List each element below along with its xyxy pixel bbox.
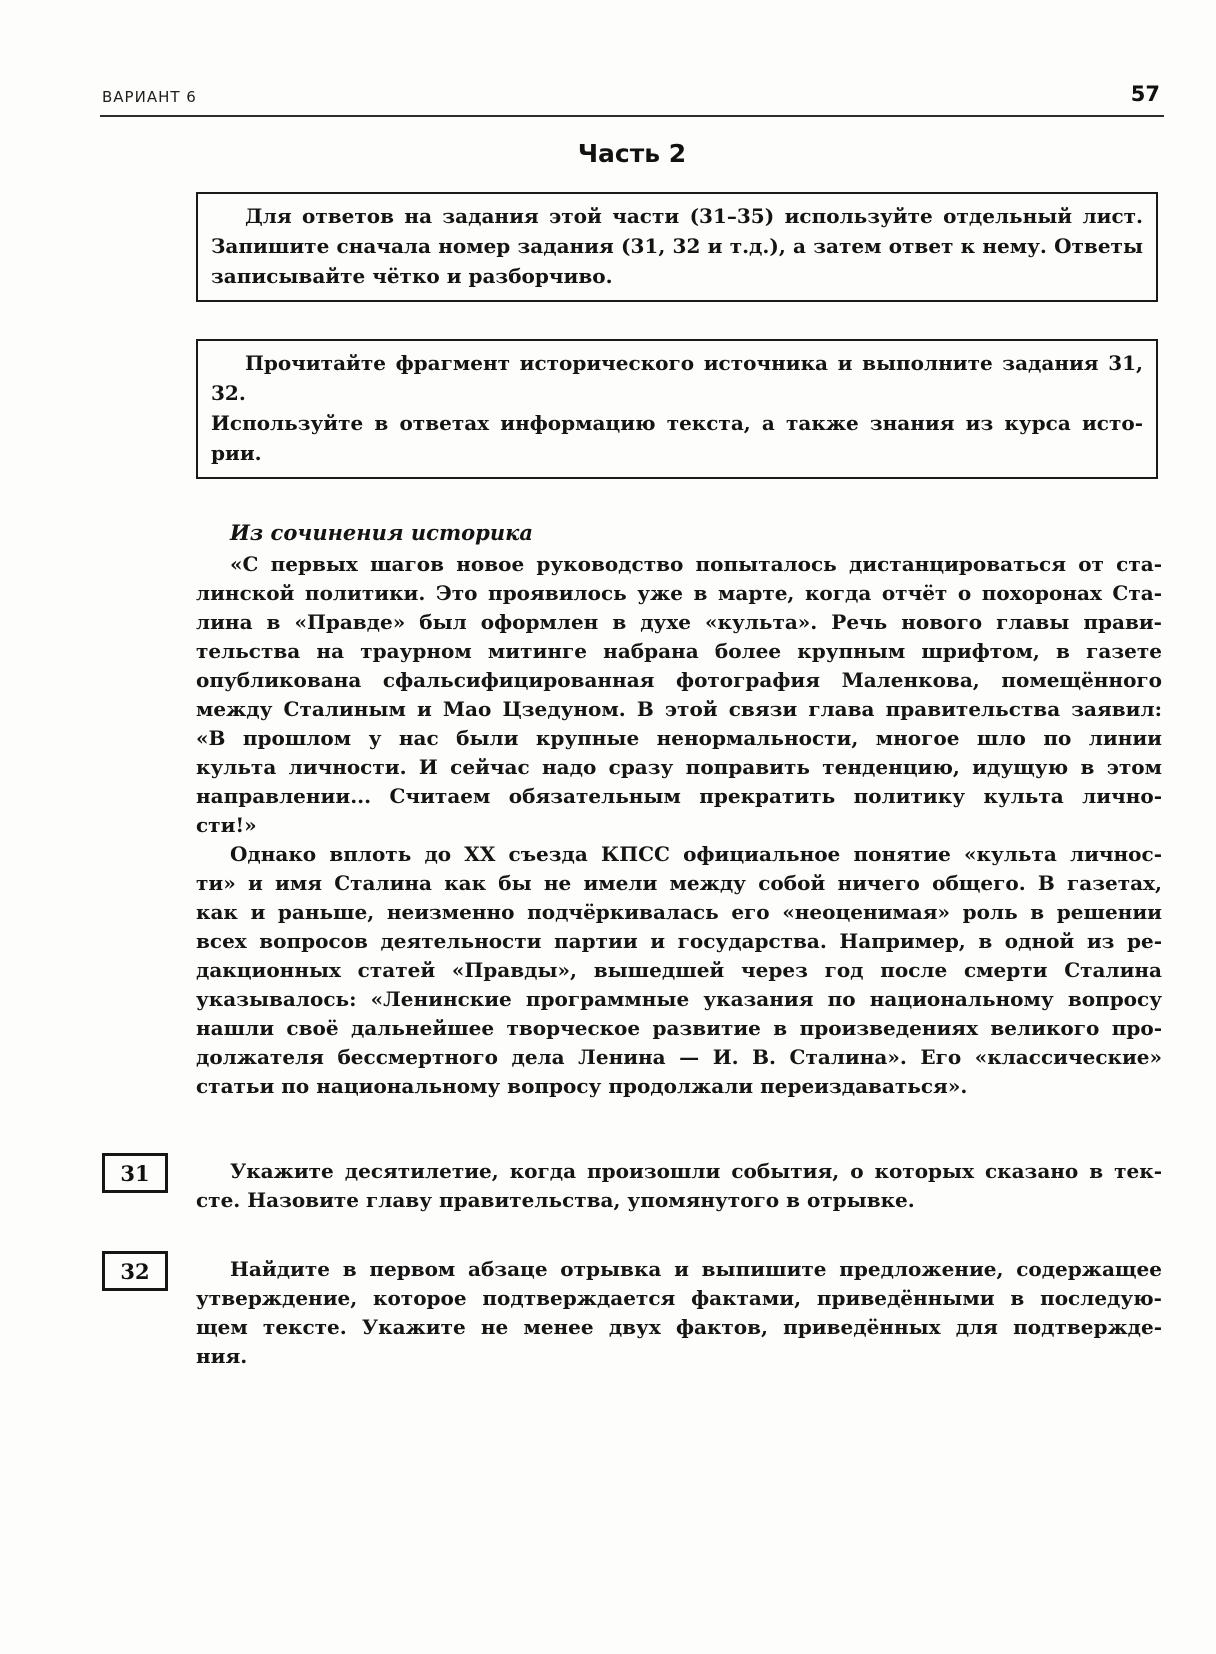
task-32-number: 32 (120, 1258, 150, 1284)
task-31-number: 31 (120, 1160, 150, 1186)
text-line: Используйте в ответах информацию текста, а также знания из курса исто- (211, 411, 1143, 435)
text-line: лина в «Правде» был оформлен в духе «культа». Речь нового главы прави- (196, 610, 1162, 634)
task-31-number-box (102, 1153, 168, 1193)
text-line: как и раньше, неизменно подчёркивалась его «неоценимая» роль в решении (196, 900, 1162, 924)
page-number: 57 (1130, 82, 1160, 106)
text-line: Для ответов на задания этой части (31–35) используйте отдельный лист. (245, 204, 1143, 228)
variant-label: ВАРИАНТ 6 (102, 88, 197, 106)
text-line: ти» и имя Сталина как бы не имели между собой ничего общего. В газетах, (196, 871, 1162, 895)
text-line: Укажите десятилетие, когда произошли события, о которых сказано в тек- (230, 1159, 1162, 1183)
source-text (196, 550, 1162, 1101)
text-line: рии. (211, 441, 262, 465)
text-line: сте. Назовите главу правительства, упомянутого в отрывке. (196, 1188, 915, 1212)
text-line: опубликована сфальсифицированная фотография Маленкова, помещённого (196, 668, 1162, 692)
text-line: направлении... Считаем обязательным прекратить политику культа лично- (196, 784, 1162, 808)
text-line: ния. (196, 1344, 248, 1368)
task-32-number-box (102, 1251, 168, 1291)
task-32-text (196, 1255, 1162, 1371)
part-title: Часть 2 (577, 139, 687, 168)
text-line: тельства на траурном митинге набрана более крупным шрифтом, в газете (196, 639, 1162, 663)
text-line: между Сталиным и Мао Цзедуном. В этой связи глава правительства заявил: (196, 697, 1162, 721)
source-reading-instruction-box (196, 339, 1158, 479)
answer-sheet-instruction-box (196, 192, 1158, 302)
text-line: утверждение, которое подтверждается фактами, приведёнными в последую- (196, 1286, 1162, 1310)
text-line: нашли своё дальнейшее творческое развитие в произведениях великого про- (196, 1016, 1162, 1040)
task-32 (120, 1255, 1162, 1371)
text-line: «В прошлом у нас были крупные ненормальности, многое шло по линии (196, 726, 1162, 750)
source-paragraph-2 (196, 840, 1162, 1101)
text-line: дакционных статей «Правды», вышедшей через год после смерти Сталина (196, 958, 1162, 982)
text-line: сти!» (196, 813, 257, 837)
text-line: Запишите сначала номер задания (31, 32 и т.д.), а затем ответ к нему. Ответы (211, 234, 1143, 258)
header-rule (100, 115, 1164, 117)
text-line: культа личности. И сейчас надо сразу поправить тенденцию, идущую в этом (196, 755, 1162, 779)
text-line: щем тексте. Укажите не менее двух фактов, приведённых для подтвержде- (196, 1315, 1162, 1339)
text-line: линской политики. Это проявилось уже в марте, когда отчёт о похоронах Ста- (196, 581, 1162, 605)
task-31-text (196, 1157, 1162, 1215)
page-header (0, 0, 1216, 106)
text-line: Однако вплоть до XX съезда КПСС официальное понятие «культа личнос- (230, 842, 1162, 866)
text-line: всех вопросов деятельности партии и государства. Например, в одной из ре- (196, 929, 1162, 953)
task-31 (120, 1157, 1162, 1215)
source-paragraph-1 (196, 550, 1162, 840)
text-line: «С первых шагов новое руководство попыталось дистанцироваться от ста- (230, 552, 1162, 576)
text-line: должателя бессмертного дела Ленина — И. В. Сталина». Его «классические» (196, 1045, 1162, 1069)
text-line: записывайте чётко и разборчиво. (211, 264, 613, 288)
text-line: Найдите в первом абзаце отрывка и выпишите предложение, содержащее (230, 1257, 1162, 1281)
source-heading: Из сочинения историка (230, 520, 533, 545)
text-line: указывалось: «Ленинские программные указания по национальному вопросу (196, 987, 1162, 1011)
text-line: Прочитайте фрагмент исторического источника и выполните задания 31, 32. (211, 351, 1143, 405)
text-line: статьи по национальному вопросу продолжали переиздаваться». (196, 1074, 968, 1098)
